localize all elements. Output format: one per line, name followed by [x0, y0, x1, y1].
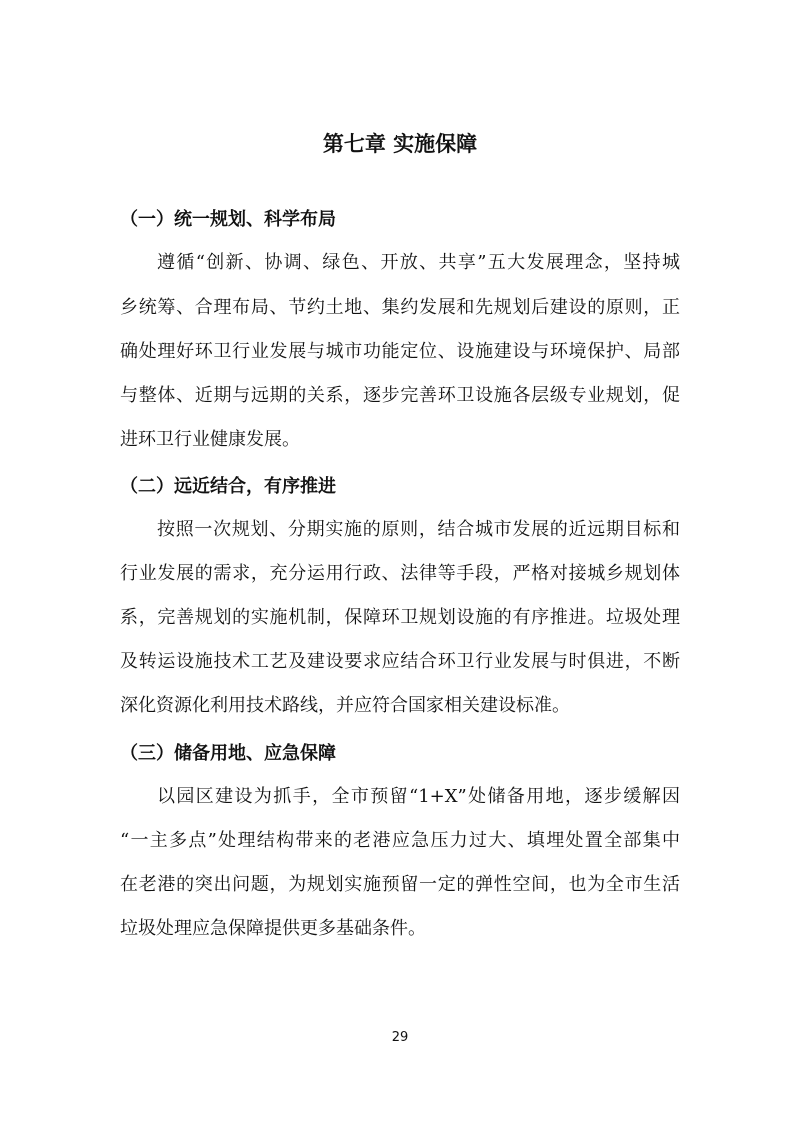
page-number: 29 — [391, 1030, 409, 1045]
section-2-line-4: 及转运设施技术工艺及建设要求应结合环卫行业发展与时俱进，不断 — [120, 651, 680, 672]
section-3-line-2: “一主多点”处理结构带来的老港应急压力过大、填埋处置全部集中 — [120, 830, 680, 851]
section-1-line-3: 确处理好环卫行业发展与城市功能定位、设施建设与环境保护、局部 — [120, 341, 680, 362]
section-3-line-1: 以园区建设为抓手，全市预留“1+X”处储备用地，逐步缓解因 — [157, 786, 680, 807]
section-3-line-4: 垃圾处理应急保障提供更多基础条件。 — [120, 918, 426, 939]
chapter-title: 第七章 实施保障 — [322, 132, 478, 156]
section-1-line-4: 与整体、近期与远期的关系，逐步完善环卫设施各层级专业规划，促 — [120, 385, 680, 406]
section-heading-3: （三）储备用地、应急保障 — [120, 743, 336, 764]
section-1-line-2: 乡统筹、合理布局、节约土地、集约发展和先规划后建设的原则，正 — [120, 297, 680, 318]
section-2-line-3: 系，完善规划的实施机制，保障环卫规划设施的有序推进。垃圾处理 — [120, 607, 680, 628]
section-2-line-1: 按照一次规划、分期实施的原则，结合城市发展的近远期目标和 — [157, 519, 680, 540]
section-2-line-2: 行业发展的需求，充分运用行政、法律等手段，严格对接城乡规划体 — [120, 563, 680, 584]
section-1-line-5: 进环卫行业健康发展。 — [120, 429, 300, 450]
section-2-line-5: 深化资源化利用技术路线，并应符合国家相关建设标准。 — [120, 695, 570, 716]
section-3-line-3: 在老港的突出问题，为规划实施预留一定的弹性空间，也为全市生活 — [120, 874, 680, 895]
section-heading-2: （二）远近结合，有序推进 — [120, 476, 336, 497]
section-heading-1: （一）统一规划、科学布局 — [120, 209, 336, 230]
section-1-line-1: 遵循“创新、协调、绿色、开放、共享”五大发展理念，坚持城 — [157, 252, 680, 273]
